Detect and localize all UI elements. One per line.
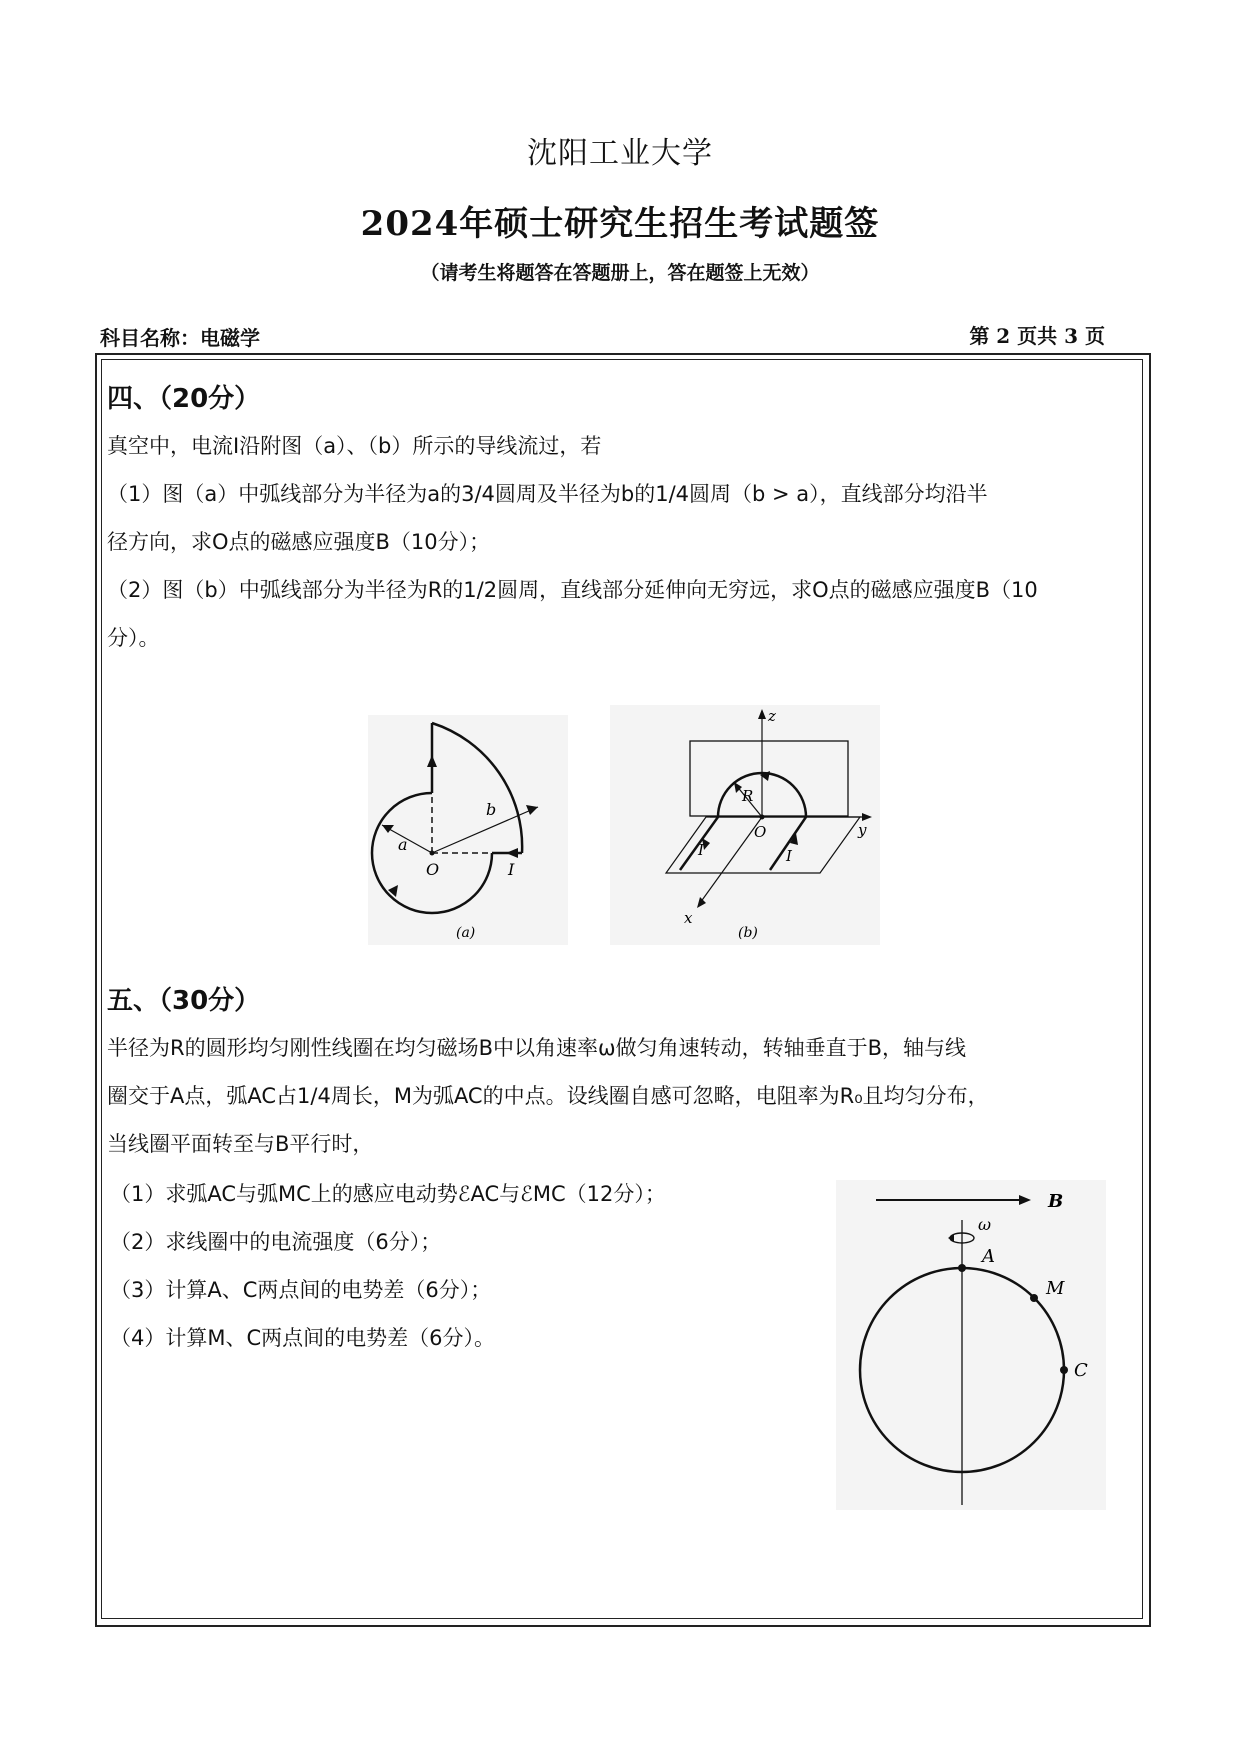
question-4-part1-line2: 径方向，求O点的磁感应强度B（10分）；: [107, 530, 491, 554]
question-5-line3: 当线圈平面转至与B平行时，: [107, 1132, 374, 1156]
label-omega: ω: [978, 1215, 992, 1234]
label-A: A: [982, 1246, 995, 1267]
question-5-items: [110, 1170, 810, 1362]
question-5-heading: 五、（30分）: [107, 986, 261, 1016]
label-B: B: [1048, 1191, 1064, 1212]
label-a: a: [398, 835, 408, 854]
question-4-heading: 四、（20分）: [107, 384, 261, 414]
label-C: C: [1074, 1360, 1088, 1381]
question-5-line1: 半径为R的圆形均匀刚性线圈在均匀磁场B中以角速率ω做匀角速转动，转轴垂直于B，轴与线: [107, 1036, 966, 1060]
label-R: R: [742, 787, 754, 805]
exam-notice: （请考生将题答在答题册上，答在题签上无效）: [420, 262, 820, 284]
label-y: y: [858, 821, 867, 839]
question-5-body: [107, 1024, 1127, 1168]
figure-rotating-coil: [836, 1180, 1106, 1510]
label-O: O: [426, 860, 440, 879]
question-5-line2: 圈交于A点，弧AC占1/4周长，M为弧AC的中点。设线圈自感可忽略，电阻率为R₀且均匀分布，: [107, 1084, 989, 1108]
label-I-b-left: I: [698, 841, 704, 859]
question-5-item-2: （2）求线圈中的电流强度（6分）；: [110, 1230, 442, 1254]
subject-name: 科目名称：电磁学: [100, 326, 260, 350]
question-5-item-1: （1）求弧AC与弧MC上的感应电动势ℰAC与ℰMC（12分）；: [110, 1182, 666, 1206]
university-name: 沈阳工业大学: [527, 136, 713, 171]
question-4-intro: 真空中，电流I沿附图（a）、（b）所示的导线流过，若: [107, 434, 602, 458]
label-z: z: [768, 707, 776, 725]
question-4-part1-line1: （1）图（a）中弧线部分为半径为a的3/4圆周及半径为b的1/4圆周（b > a），直线部分均沿半: [107, 482, 988, 506]
question-5-item-4: （4）计算M、C两点间的电势差（6分）。: [110, 1326, 496, 1350]
label-x: x: [684, 909, 693, 927]
figure-b-caption: (b): [738, 925, 758, 941]
label-O-b: O: [754, 823, 767, 841]
question-4-part2-line2: 分）。: [107, 626, 160, 650]
label-M: M: [1046, 1278, 1065, 1299]
label-b: b: [486, 800, 497, 819]
question-4-part2-line1: （2）图（b）中弧线部分为半径为R的1/2圆周，直线部分延伸向无穷远，求O点的磁感应强度B（10: [107, 578, 1038, 602]
question-4-body: [107, 422, 1127, 662]
figure-b-semicircle-wire: [610, 705, 880, 945]
label-I-b-right: I: [786, 847, 792, 865]
exam-title: 2024年硕士研究生招生考试题签: [360, 204, 880, 244]
page-info: 第 2 页共 3 页: [969, 324, 1105, 348]
figure-a-wire-arcs: [368, 715, 568, 945]
question-5-item-3: （3）计算A、C两点间的电势差（6分）；: [110, 1278, 492, 1302]
label-I: I: [508, 860, 515, 879]
figure-a-caption: (a): [456, 925, 476, 941]
